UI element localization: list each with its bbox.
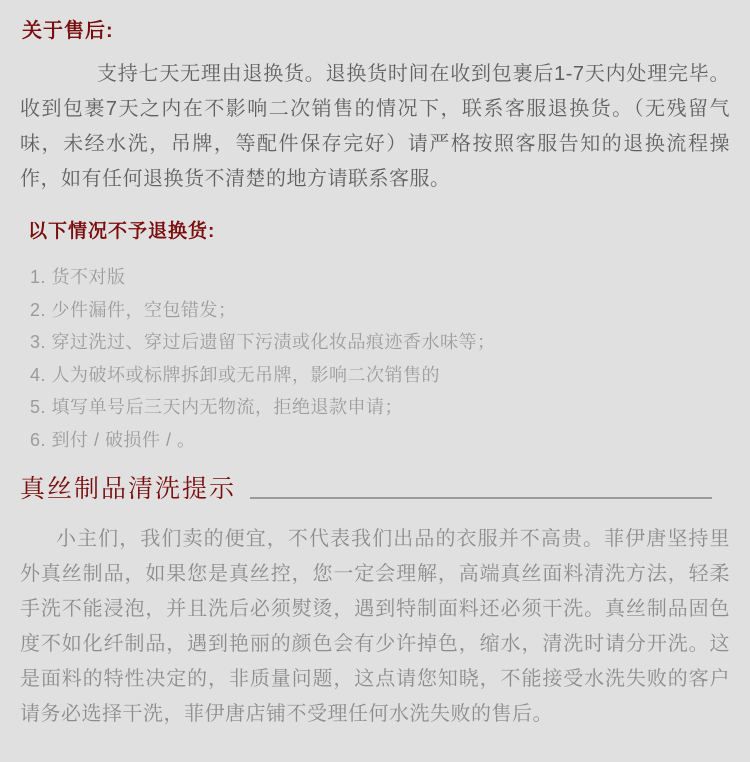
- no-return-section: [20, 221, 730, 456]
- no-return-item-1: 1. 货不对版: [30, 267, 126, 287]
- after-sales-section: [20, 20, 730, 197]
- no-return-item-2: 2. 少件漏件，空包错发；: [30, 299, 237, 320]
- no-return-item-4: 4. 人为破坏或标牌拆卸或无吊牌，影响二次销售的: [30, 364, 441, 385]
- title-underline: [250, 497, 712, 499]
- no-return-item-6: 6. 到付 / 破损件 / 。: [30, 429, 196, 450]
- no-return-item-3: 3. 穿过洗过、穿过后遗留下污渍或化妆品痕迹香水味等；: [30, 332, 496, 352]
- after-sales-title: 关于售后:: [22, 20, 114, 42]
- washing-body: 小主们，我们卖的便宜，不代表我们出品的衣服并不高贵。菲伊唐坚持里外真丝制品，如果您是真丝控，您一定会理解，高端真丝面料清洗方法，轻柔手洗不能浸泡，并且洗后必须熨烫，遇到特制面料还必须干洗。真丝制品固色度不如化纤制品，遇到艳丽的颜色会有少许掉色，缩水，清洗时请分开洗。这是面料的特性决定的，非质量问题，这点请您知晓，不能接受水洗失败的客户请务必选择干洗，菲伊唐店铺不受理任何水洗失败的售后。: [20, 528, 730, 725]
- no-return-list: [20, 261, 730, 456]
- washing-title-row: [20, 476, 730, 503]
- washing-section: [20, 476, 730, 732]
- no-return-item-5: 5. 填写单号后三天内无物流，拒绝退款申请；: [30, 397, 404, 417]
- no-return-title: 以下情况不予退换货:: [28, 221, 216, 242]
- washing-title: 真丝制品清洗提示: [20, 475, 237, 503]
- after-sales-body: 支持七天无理由退换货。退换货时间在收到包裹后1-7天内处理完毕。收到包裹7天之内在不影响二次销售的情况下，联系客服退换货。（无残留气味，未经水洗，吊牌，等配件保存完好）请严格按照客服告知的退换流程操作，如有任何退换货不清楚的地方请联系客服。: [20, 63, 730, 190]
